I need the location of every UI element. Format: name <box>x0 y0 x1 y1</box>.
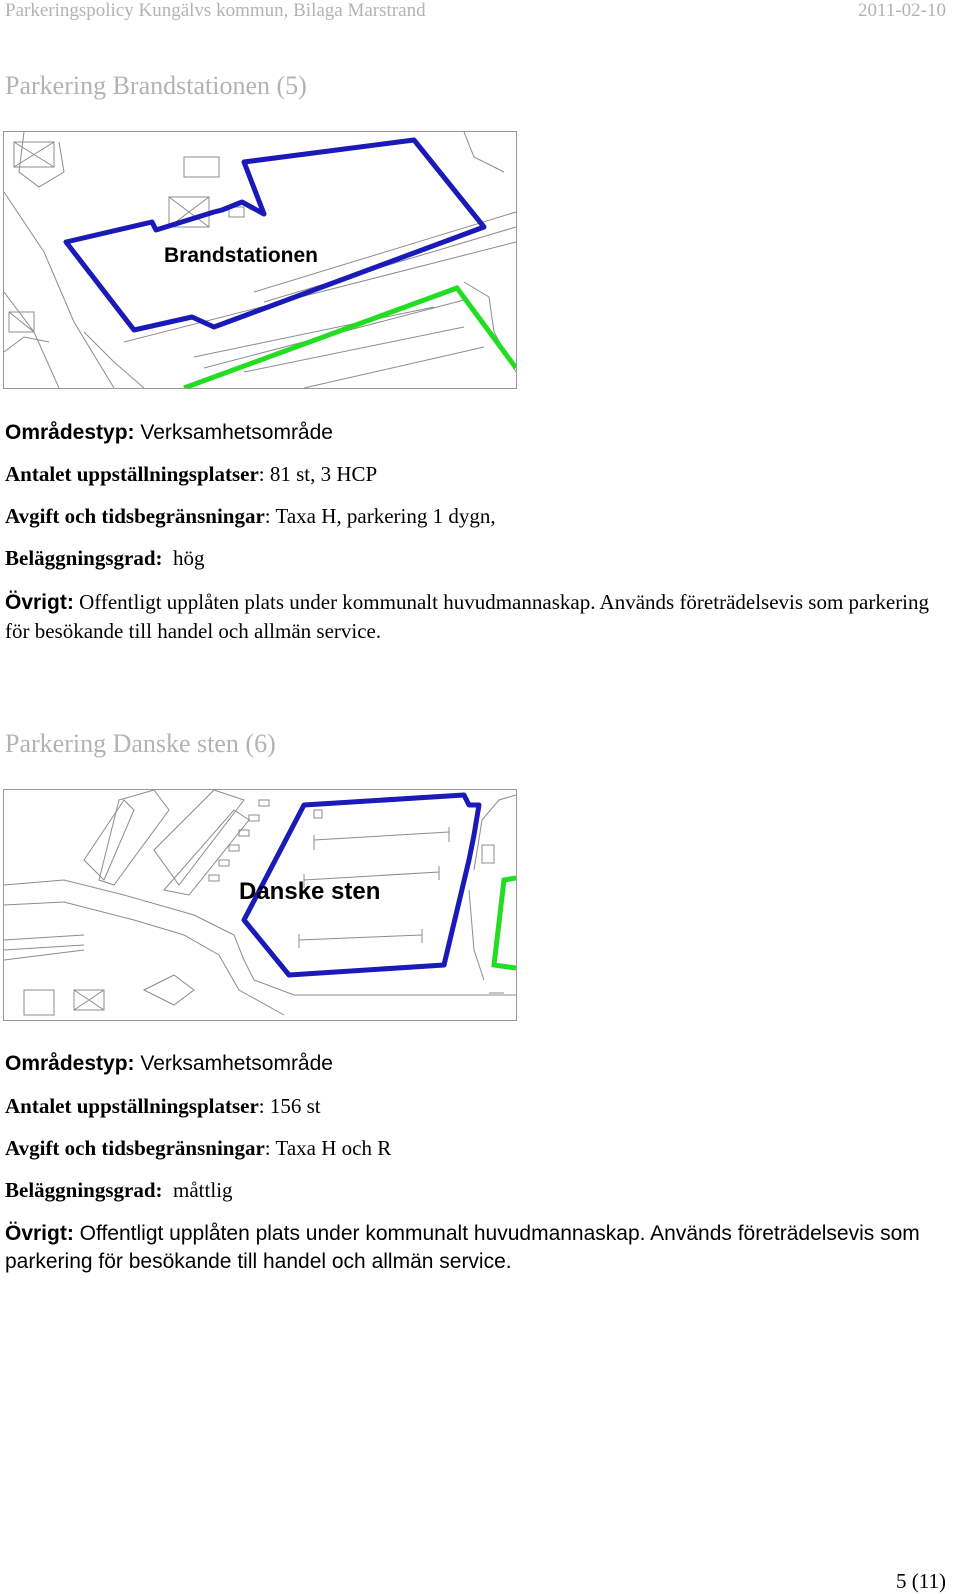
map-danske-sten <box>3 789 517 1021</box>
document-date: 2011-02-10 <box>858 0 946 21</box>
map-label-brandstationen: Brandstationen <box>164 244 319 267</box>
adjacent-area-boundary <box>494 878 516 968</box>
page-number: 5 (11) <box>896 1569 946 1593</box>
field-ovrigt-2: Övrigt: Offentligt upplåten plats under kommunalt huvudmannaskap. Används företrädelsevis som parkering för besökande till handel och allmän service. <box>5 1222 920 1273</box>
field-ovrigt-1: Övrigt: Offentligt upplåten plats under kommunalt huvudmannaskap. Används företrädelsevis som parkering för besökande till handel och allmän service. <box>5 590 930 643</box>
section-title-brandstationen: Parkering Brandstationen (5) <box>5 71 307 100</box>
section-title-danske-sten: Parkering Danske sten (6) <box>5 729 276 758</box>
field-avgift-1: Avgift och tidsbegränsningar: Taxa H, parkering 1 dygn, <box>5 504 496 528</box>
field-avgift-2: Avgift och tidsbegränsningar: Taxa H och R <box>5 1136 392 1160</box>
adjacent-area-boundary <box>184 288 516 388</box>
map-label-danske-sten: Danske sten <box>239 878 381 905</box>
field-belaggningsgrad-2: Beläggningsgrad: måttlig <box>5 1178 233 1202</box>
map-danske-sten-drawing <box>4 790 516 1020</box>
field-belaggningsgrad-1: Beläggningsgrad: hög <box>5 546 205 570</box>
field-antal-2: Antalet uppställningsplatser: 156 st <box>5 1094 321 1118</box>
field-omradestyp-2: Områdestyp: Verksamhetsområde <box>5 1052 333 1075</box>
field-omradestyp-1: Områdestyp: Verksamhetsområde <box>5 421 333 444</box>
document-title: Parkeringspolicy Kungälvs kommun, Bilaga Marstrand <box>5 0 426 21</box>
field-antal-1: Antalet uppställningsplatser: 81 st, 3 HCP <box>5 462 378 486</box>
map-brandstationen-drawing <box>4 132 516 388</box>
map-brandstationen <box>3 131 517 389</box>
page-header <box>0 0 946 24</box>
